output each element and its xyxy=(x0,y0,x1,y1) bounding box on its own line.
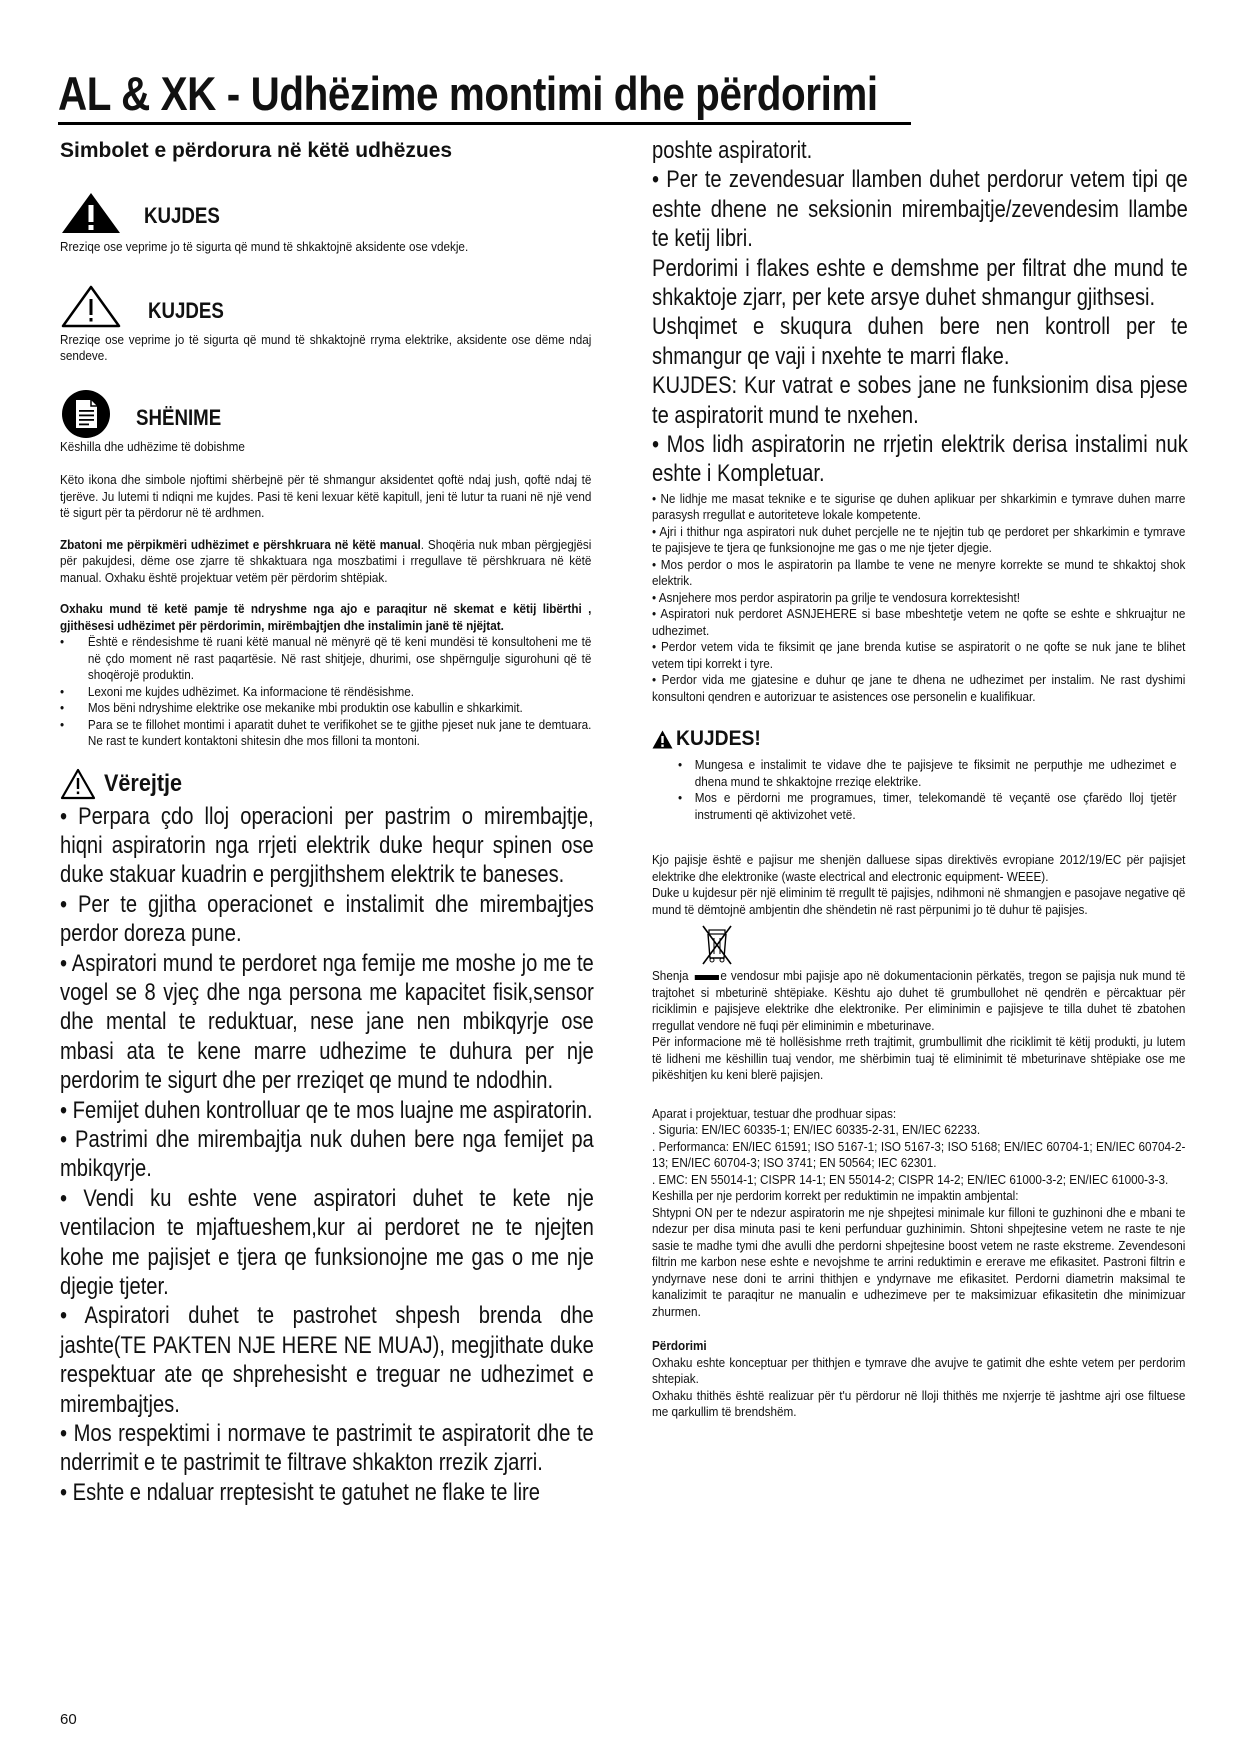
remarks-continued xyxy=(652,136,1188,489)
standards-line: . EMC: EN 55014-1; CISPR 14-1; EN 55014-2; CISPR 14-2; EN/IEC 61000-3-2; EN/IEC 61000-3-3. xyxy=(652,1172,1169,1187)
symbol-meaning-paragraph xyxy=(652,968,1185,1034)
symbol-danger xyxy=(60,191,594,239)
list-item: • Perdor vetem vida te fiksimit qe jane brenda kutise se aspiratorit o ne qofte se nuk jane te blihet vetem tipi korrekt i tyre. xyxy=(652,640,1186,671)
list-item: KUJDES: Kur vatrat e sobes jane ne funksionim disa pjese te aspiratorit mund te nxehen. xyxy=(652,372,1188,429)
list-item: • Pastrimi dhe mirembajtja nuk duhen bere nga femijet pa mbikqyrje. xyxy=(60,1125,594,1183)
weee-paragraph: Kjo pajisje është e pajisur me shenjën dalluese sipas direktivës evropiane 2012/19/EC për pajisjet elektrike dhe elektronike (waste electrical and electronic equipment- WEEE). xyxy=(652,853,1186,884)
symbol-caution-text: Rreziqe ose veprime jo të sigurta që mund të shkaktojnë rryma elektrike, aksidente ose dëme ndaj sendeve. xyxy=(60,332,592,363)
list-item: • Eshte e ndaluar rreptesisht te gatuhet ne flake te lire xyxy=(60,1478,540,1506)
symbol-danger-label: KUJDES xyxy=(144,203,220,228)
safety-notes xyxy=(652,491,1185,706)
symbol-note xyxy=(60,389,594,439)
solid-bar-icon xyxy=(694,975,718,980)
symbol-danger-text: Rreziqe ose veprime jo të sigurta që mund të shkaktojnë aksidente ose vdekje. xyxy=(60,240,469,254)
appearance-paragraph xyxy=(60,601,591,634)
title-underline xyxy=(58,122,911,125)
list-item: Perdorimi i flakes eshte e demshme per filtrat dhe mund te shkaktoje zjarr, per kete arsye duhet shmangur gjithsesi. xyxy=(652,254,1188,312)
list-item: • Per te zevendesuar llamben duhet perdorur vetem tipi qe eshte dhene ne seksionin mirembajtje/zevendesim llambe te ketij libri. xyxy=(652,166,1188,253)
list-item: • Vendi ku eshte vene aspiratori duhet te kete nje ventilacion te mjaftueshem,kur ai perdoret ne te njejten kohe me pajisjet e tjera qe funksionojne me gas o me nje djegie tjeter. xyxy=(60,1184,594,1300)
right-column xyxy=(652,136,1188,1421)
standards-line: . Performanca: EN/IEC 61591; ISO 5167-1; ISO 5167-3; ISO 5168; EN/IEC 60704-1; EN/IEC 60704-2-13; EN/IEC 60704-3; ISO 3741; EN 50564; IEC 62301. xyxy=(652,1139,1186,1171)
recycling-info-paragraph: Për informacione më të hollësishme rreth trajtimit, grumbullimit dhe riciklimit të këtij produkti, ju lutem të lidheni me këshillin tuaj vendor, me shërbimin tuaj të eliminimit të mbeturinave shtëpiake ose me pikëshitjen ku keni blerë pajisjen. xyxy=(652,1035,1186,1083)
list-item: • Mungesa e instalimit te vidave dhe te pajisjeve te fiksimit ne perputhje me udhezimet e dhena mund te shkaktojne rreziqe elektrike. xyxy=(678,757,1176,790)
symbols-heading: Simbolet e përdorura në këtë udhëzues xyxy=(60,139,453,162)
list-item: Ushqimet e skuqura duhen bere nen kontroll per te shmangur qe vaji i nxehte te marri flake. xyxy=(652,313,1188,370)
standards-line: Keshilla per nje perdorim korrekt per reduktimin ne impaktin ambjental: xyxy=(652,1189,1019,1204)
list-item: • Ajri i thithur nga aspiratori nuk duhet percjelle ne te njejtin tub qe perdoret per shkarkimin e tymrave te pajisjeve te tjera qe funksionojne me gas o me nje tjeter djegie. xyxy=(652,524,1186,556)
compliance-rest: . Shoqëria nuk mban përgjegjësi për pakujdesi, dëme ose zjarre të shkaktuara nga moszbatimi i rregullave të përshkruara në këtë manual. Oxhaku është projektuar vetëm për përdorim shtëpiak. xyxy=(60,537,592,585)
list-item: • Lexoni me kujdes udhëzimet. Ka informacione të rëndësishme. xyxy=(60,684,591,701)
caution-bullets xyxy=(652,757,1177,823)
symbol-caution-label: KUJDES xyxy=(148,297,224,323)
list-item: • Aspiratori mund te perdoret nga femije me moshe jo me te vogel se 8 vjeç dhe nga persona me kapacitet fisik,sensor dhe mental te reduktuar, nese jane nen mbikqyrje ose mbasi ata te kene marre udhezime te duhura per nje perdorim te sigurt dhe per rreziqet qe mund te ndodhin. xyxy=(60,949,594,1095)
symbol-note-text: Këshilla dhe udhëzime të dobishme xyxy=(60,439,245,454)
list-item: • Mos bëni ndryshime elektrike ose mekanike mbi produktin ose kabullin e shkarkimit. xyxy=(60,700,591,717)
list-item: • Perdor vida me gjatesine e duhur qe jane te dhena ne udhezimet per instalim. Ne rast dyshimi konsultoni qendren e autorizuar te asistences ose personelin e kualifikuar. xyxy=(652,673,1186,704)
list-item: • Mos lidh aspiratorin ne rrjetin elektrik derisa instalimi nuk eshte i Kompletuar. xyxy=(652,431,1188,488)
list-item: • Ne lidhje me masat teknike e te sigurise qe duhen aplikuar per shkarkimin e tymrave duhen marre parasysh rregullat e autoriteteve lokale kompetente. xyxy=(652,491,1186,523)
symbol-caution xyxy=(60,284,594,332)
compliance-bold: Zbatoni me përpikmëri udhëzimet e përshkruara në këtë manual xyxy=(60,537,421,552)
list-item: • Mos respektimi i normave te pastrimit te aspiratorit dhe te nderrimit e te pastrimit te filtrave shkakton rrezik zjarri. xyxy=(60,1420,594,1477)
usage-heading: Përdorimi xyxy=(652,1339,707,1354)
compliance-paragraph xyxy=(60,537,591,587)
standards-line: . Siguria: EN/IEC 60335-1; EN/IEC 60335-2-31, EN/IEC 62233. xyxy=(652,1123,981,1138)
list-item: poshte aspiratorit. xyxy=(652,137,813,164)
caution-warning-icon xyxy=(60,768,96,800)
caution-heading xyxy=(652,727,1188,757)
caution-label: KUJDES! xyxy=(676,727,761,751)
list-item: • Aspiratori nuk perdoret ASNJEHERE si base mbeshtetje vetem ne qofte se eshte e shkruajtur ne udhezimet. xyxy=(652,607,1186,638)
caution-warning-icon xyxy=(60,284,122,328)
list-item: • Femijet duhen kontrolluar qe te mos luajne me aspiratorin. xyxy=(60,1096,593,1124)
page-title: AL & XK - Udhëzime montimi dhe përdorimi xyxy=(58,67,878,120)
symbol-meaning-lead: Shenja xyxy=(652,969,689,984)
appearance-bold: Oxhaku mund të ketë pamje të ndryshme nga ajo e paraqitur në skemat e këtij libërthi , gjithësesi udhëzimet për përdorimin, mirëmbajtjen dhe instalimin janë të njëjtat. xyxy=(60,602,592,633)
symbol-meaning-rest: e vendosur mbi pajisje apo në dokumentacionin përkatës, tregon se pajisja nuk mund të trajtohet si mbeturinë shtëpiake. Kështu ajo duhet të grumbullohet në qendrën e përcaktuar për riciklimin e pajisjeve elektrike dhe elektronike. Per eliminimin e pajisjeve te tilla duhet të zbatohen rregullat vendore në fuqi për eliminimin e mbeturinave. xyxy=(652,969,1186,1033)
list-item: • Per te gjitha operacionet e instalimit dhe mirembajtjes perdor doreza pune. xyxy=(60,890,594,948)
list-item: • Aspiratori duhet te pastrohet shpesh brenda dhe jashte(TE PAKTEN NJE HERE NE MUAJ), megjithate duke respektuar ate qe shprehesisht e treguar ne udhezimet e mirembajtjes. xyxy=(60,1302,594,1418)
remarks-list xyxy=(60,802,594,1508)
symbol-note-label: SHËNIME xyxy=(136,404,222,430)
list-item: • Perpara çdo lloj operacioni per pastrim o mirembajtje, hiqni aspiratorin nga rrjeti elektrik duke hequr spinen ose duke stakuar kuadrin e pergjithshem elektrik te baneses. xyxy=(60,802,594,889)
remarks-label: Vërejtje xyxy=(104,769,183,797)
note-document-icon xyxy=(60,389,112,439)
danger-warning-icon xyxy=(60,191,122,235)
standards-line: Aparat i projektuar, testuar dhe prodhuar sipas: xyxy=(652,1106,897,1121)
danger-warning-icon xyxy=(652,730,673,749)
standards-block xyxy=(652,1106,1185,1321)
list-item: • Mos perdor o mos le aspiratorin pa llambe te vene ne menyre korrekte se mund te shkaktoj shok elektrik. xyxy=(652,557,1186,589)
list-item: • Asnjehere mos perdor aspiratorin pa grilje te vendosura korrektesisht! xyxy=(652,590,1021,605)
list-item: • Para se te fillohet montimi i aparatit duhet te verifikohet se te gjithe pjeset nuk jane te demtuara. Ne rast te kundert kontaktoni shitesin dhe mos filloni ta montoni. xyxy=(60,717,591,750)
left-column xyxy=(60,136,594,1507)
page-number: 60 xyxy=(60,1711,77,1728)
standards-line: Shtypni ON per te ndezur aspiratorin me nje shpejtesi minimale kur filloni te guzhinoni dhe e mbani te ndezur per disa minuta pasi te keni perfunduar guzhinimin. Shtoni shpejtesine vetem ne raste te nje sasie te madhe tymi dhe avulli dhe perdorni shpejtesine boost vetem ne raste ekstreme. Zevendesoni filtrin me karbon nese eshte e nevojshme te arrini reduktimin e ererave me efikasitet. Pastroni filtrin e yndyrnave nese doni te arrini thithjen e yndyrnave me efikasitet. Perdorni diametrin maksimal te kanalizimit te paraqitur ne manualin e udhezimeve per te maksimizuar efikasitetin dhe minimizuar zhurmen. xyxy=(652,1205,1186,1319)
list-item: • Mos e përdorni me programues, timer, telekomandë të veçantë ose çfarëdo lloj tjetër instrumenti që aktivizohet vetë. xyxy=(678,790,1176,823)
remarks-heading xyxy=(60,768,594,802)
list-item: • Është e rëndesishme të ruani këtë manual në mënyrë që të keni mundësi të konsultoheni me të në çdo moment në rast paqartësie. Në rast shitjeje, dhurimi, ose shpërngulje sigurohuni që të shoqërojë produktin. xyxy=(60,634,591,684)
usage-paragraph-2: Oxhaku thithës është realizuar për t'u përdorur në lloji thithës me nxjerrje të jashtme ajri ose filtuese me qarkullim të brendshëm. xyxy=(652,1388,1186,1420)
crossed-bin-icon xyxy=(700,922,734,968)
general-bullets xyxy=(60,634,591,750)
usage-paragraph: Oxhaku eshte konceptuar per thithjen e tymrave dhe avujve te gatimit dhe eshte vetem per perdorim shtepiak. xyxy=(652,1355,1186,1387)
disposal-paragraph: Duke u kujdesur për një eliminim të rregullt të pajisjes, ndihmoni në shmangjen e pasojave negative që mund të dëmtojnë ambjentin dhe shëndetin në rast përpunimi jo të duhur të pajisjes. xyxy=(652,886,1186,917)
intro-paragraph: Këto ikona dhe simbole njoftimi shërbejnë për të shmangur aksidentet qoftë ndaj jush, qoftë ndaj të tjerëve. Ju lutemi ti ndiqni me kujdes. Pasi të keni lexuar këtë kapitull, jeni të lutur ta ruani në një vend të sigurt për ta përdorur në të ardhmen. xyxy=(60,473,592,520)
